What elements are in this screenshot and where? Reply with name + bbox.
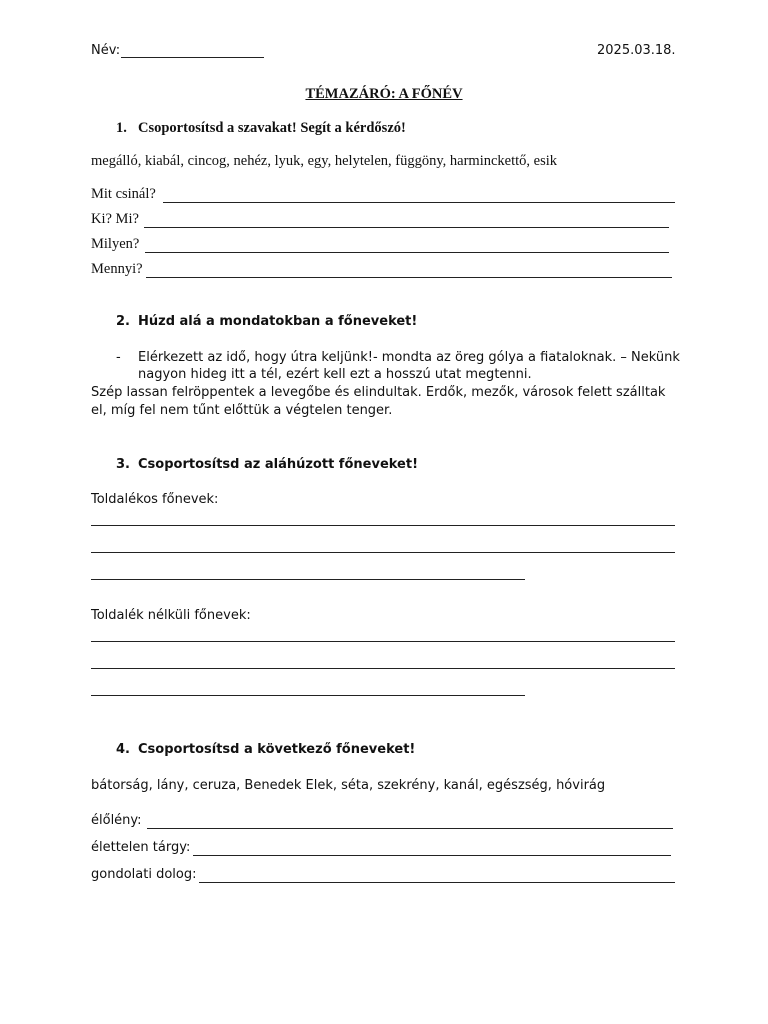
group-label-unsuffixed-nouns: Toldalék nélküli főnevek: bbox=[91, 608, 251, 623]
page-title: TÉMAZÁRÓ: A FŐNÉV bbox=[305, 86, 463, 102]
task1-row-label-how-many: Mennyi? bbox=[91, 261, 143, 277]
task1-answer-line[interactable] bbox=[144, 227, 669, 228]
task1-heading bbox=[116, 120, 406, 137]
task3-instruction: Csoportosítsd az aláhúzott főneveket! bbox=[138, 457, 419, 472]
task3-answer-line[interactable] bbox=[91, 695, 525, 696]
task3-answer-line[interactable] bbox=[91, 552, 675, 553]
task4-number: 4. bbox=[116, 742, 130, 757]
task3-answer-line[interactable] bbox=[91, 579, 525, 580]
task4-row-label-living: élőlény: bbox=[91, 813, 142, 828]
task1-number: 1. bbox=[116, 120, 127, 136]
task3-heading bbox=[116, 457, 418, 472]
task3-answer-line[interactable] bbox=[91, 525, 675, 526]
task3-answer-line[interactable] bbox=[91, 641, 675, 642]
passage-line: Elérkezett az idő, hogy útra keljünk!- mondta az öreg gólya a fiataloknak. – Nekünk bbox=[138, 350, 680, 365]
task3-answer-line[interactable] bbox=[91, 668, 675, 669]
task1-answer-line[interactable] bbox=[146, 277, 672, 278]
task1-row-label-who-what: Ki? Mi? bbox=[91, 211, 139, 227]
task2-instruction: Húzd alá a mondatokban a főneveket! bbox=[138, 314, 418, 329]
task4-heading bbox=[116, 742, 415, 757]
task2-heading bbox=[116, 314, 417, 329]
task4-instruction: Csoportosítsd a következő főneveket! bbox=[138, 742, 416, 757]
name-label: Név: bbox=[91, 43, 121, 58]
group-label-suffixed-nouns: Toldalékos főnevek: bbox=[91, 492, 219, 507]
task1-answer-line[interactable] bbox=[145, 252, 669, 253]
task4-answer-line[interactable] bbox=[199, 882, 675, 883]
passage-line: nagyon hideg itt a tél, ezért kell ezt a hosszú utat megtenni. bbox=[138, 367, 532, 382]
task4-word-list: bátorság, lány, ceruza, Benedek Elek, séta, szekrény, kanál, egészség, hóvirág bbox=[91, 778, 606, 793]
passage-line: el, míg fel nem tűnt előttük a végtelen tenger. bbox=[91, 403, 393, 418]
task1-word-list: megálló, kiabál, cincog, nehéz, lyuk, egy, helytelen, függöny, harminckettő, esik bbox=[91, 153, 558, 169]
task2-number: 2. bbox=[116, 314, 130, 329]
date: 2025.03.18. bbox=[597, 43, 676, 58]
task1-instruction: Csoportosítsd a szavakat! Segít a kérdőszó! bbox=[138, 120, 406, 136]
name-answer-line[interactable] bbox=[121, 57, 264, 58]
task4-row-label-abstract: gondolati dolog: bbox=[91, 867, 197, 882]
passage-line: Szép lassan felröppentek a levegőbe és elindultak. Erdők, mezők, városok felett szálltak bbox=[91, 385, 666, 400]
task3-number: 3. bbox=[116, 457, 130, 472]
task4-answer-line[interactable] bbox=[147, 828, 673, 829]
task1-answer-line[interactable] bbox=[163, 202, 675, 203]
task1-row-label-what-kind: Milyen? bbox=[91, 236, 140, 252]
task1-row-label-what-does: Mit csinál? bbox=[91, 186, 156, 202]
list-bullet: - bbox=[116, 350, 121, 365]
task4-answer-line[interactable] bbox=[193, 855, 671, 856]
task4-row-label-object: élettelen tárgy: bbox=[91, 840, 191, 855]
